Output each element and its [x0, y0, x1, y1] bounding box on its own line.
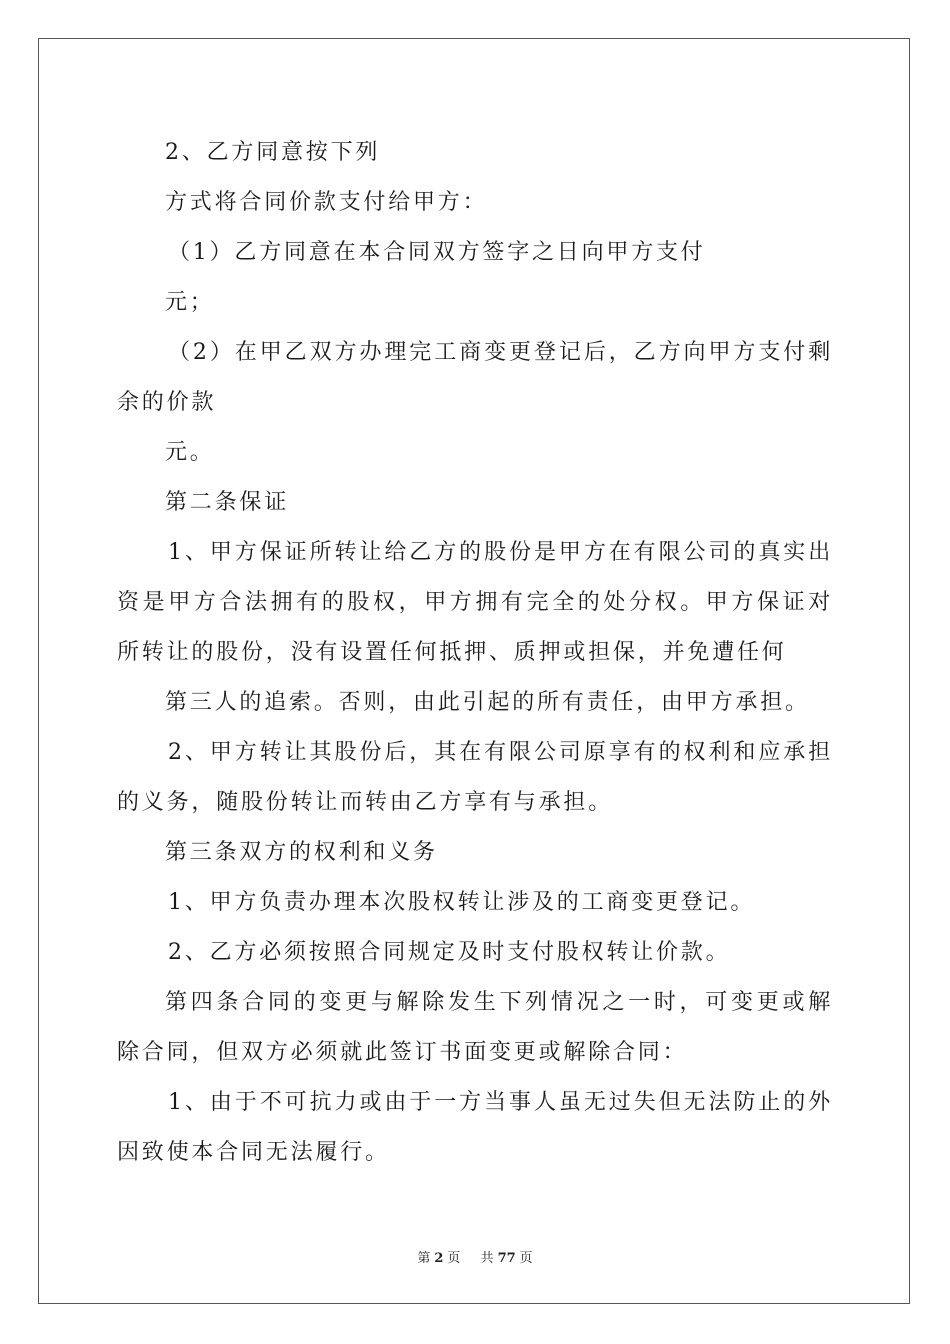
section-heading: 第二条保证 — [165, 490, 290, 515]
total-pages: 77 — [497, 1251, 516, 1266]
document-body — [117, 128, 833, 1178]
paragraph: 2、乙方同意按下列 — [165, 140, 381, 165]
page-footer — [0, 1247, 950, 1266]
paragraph: 方式将合同价款支付给甲方： — [165, 190, 488, 215]
paragraph: 1、甲方负责办理本次股权转让涉及的工商变更登记。 — [168, 890, 756, 915]
page-suffix: 页 — [447, 1251, 461, 1266]
paragraph: （1）乙方同意在本合同双方签字之日向甲方支付 — [168, 240, 706, 265]
paragraph: 第四条合同的变更与解除发生下列情况之一时，可变更或解除合同，但双方必须就此签订书面变更或解除合同： — [117, 990, 833, 1065]
page-indicator — [413, 1251, 464, 1266]
page-number: 2 — [434, 1251, 444, 1266]
paragraph: （2）在甲乙双方办理完工商变更登记后，乙方向甲方支付剩余的价款 — [117, 340, 833, 415]
section-heading: 第三条双方的权利和义务 — [165, 840, 438, 865]
total-prefix: 共 — [480, 1251, 494, 1266]
paragraph: 2、乙方必须按照合同规定及时支付股权转让价款。 — [168, 940, 731, 965]
total-suffix: 页 — [519, 1251, 533, 1266]
paragraph: 1、甲方保证所转让给乙方的股份是甲方在有限公司的真实出资是甲方合法拥有的股权，甲方拥有完全的处分权。甲方保证对所转让的股份，没有设置任何抵押、质押或担保，并免遭任何 — [117, 540, 833, 665]
paragraph: 元； — [165, 290, 215, 315]
paragraph: 1、由于不可抗力或由于一方当事人虽无过失但无法防止的外因致使本合同无法履行。 — [117, 1090, 833, 1165]
paragraph: 2、甲方转让其股份后，其在有限公司原享有的权利和应承担的义务，随股份转让而转由乙方享有与承担。 — [117, 740, 833, 815]
page-prefix: 第 — [417, 1251, 431, 1266]
paragraph: 元。 — [165, 440, 215, 465]
paragraph: 第三人的追索。否则，由此引起的所有责任，由甲方承担。 — [165, 690, 810, 715]
total-indicator — [477, 1251, 537, 1266]
